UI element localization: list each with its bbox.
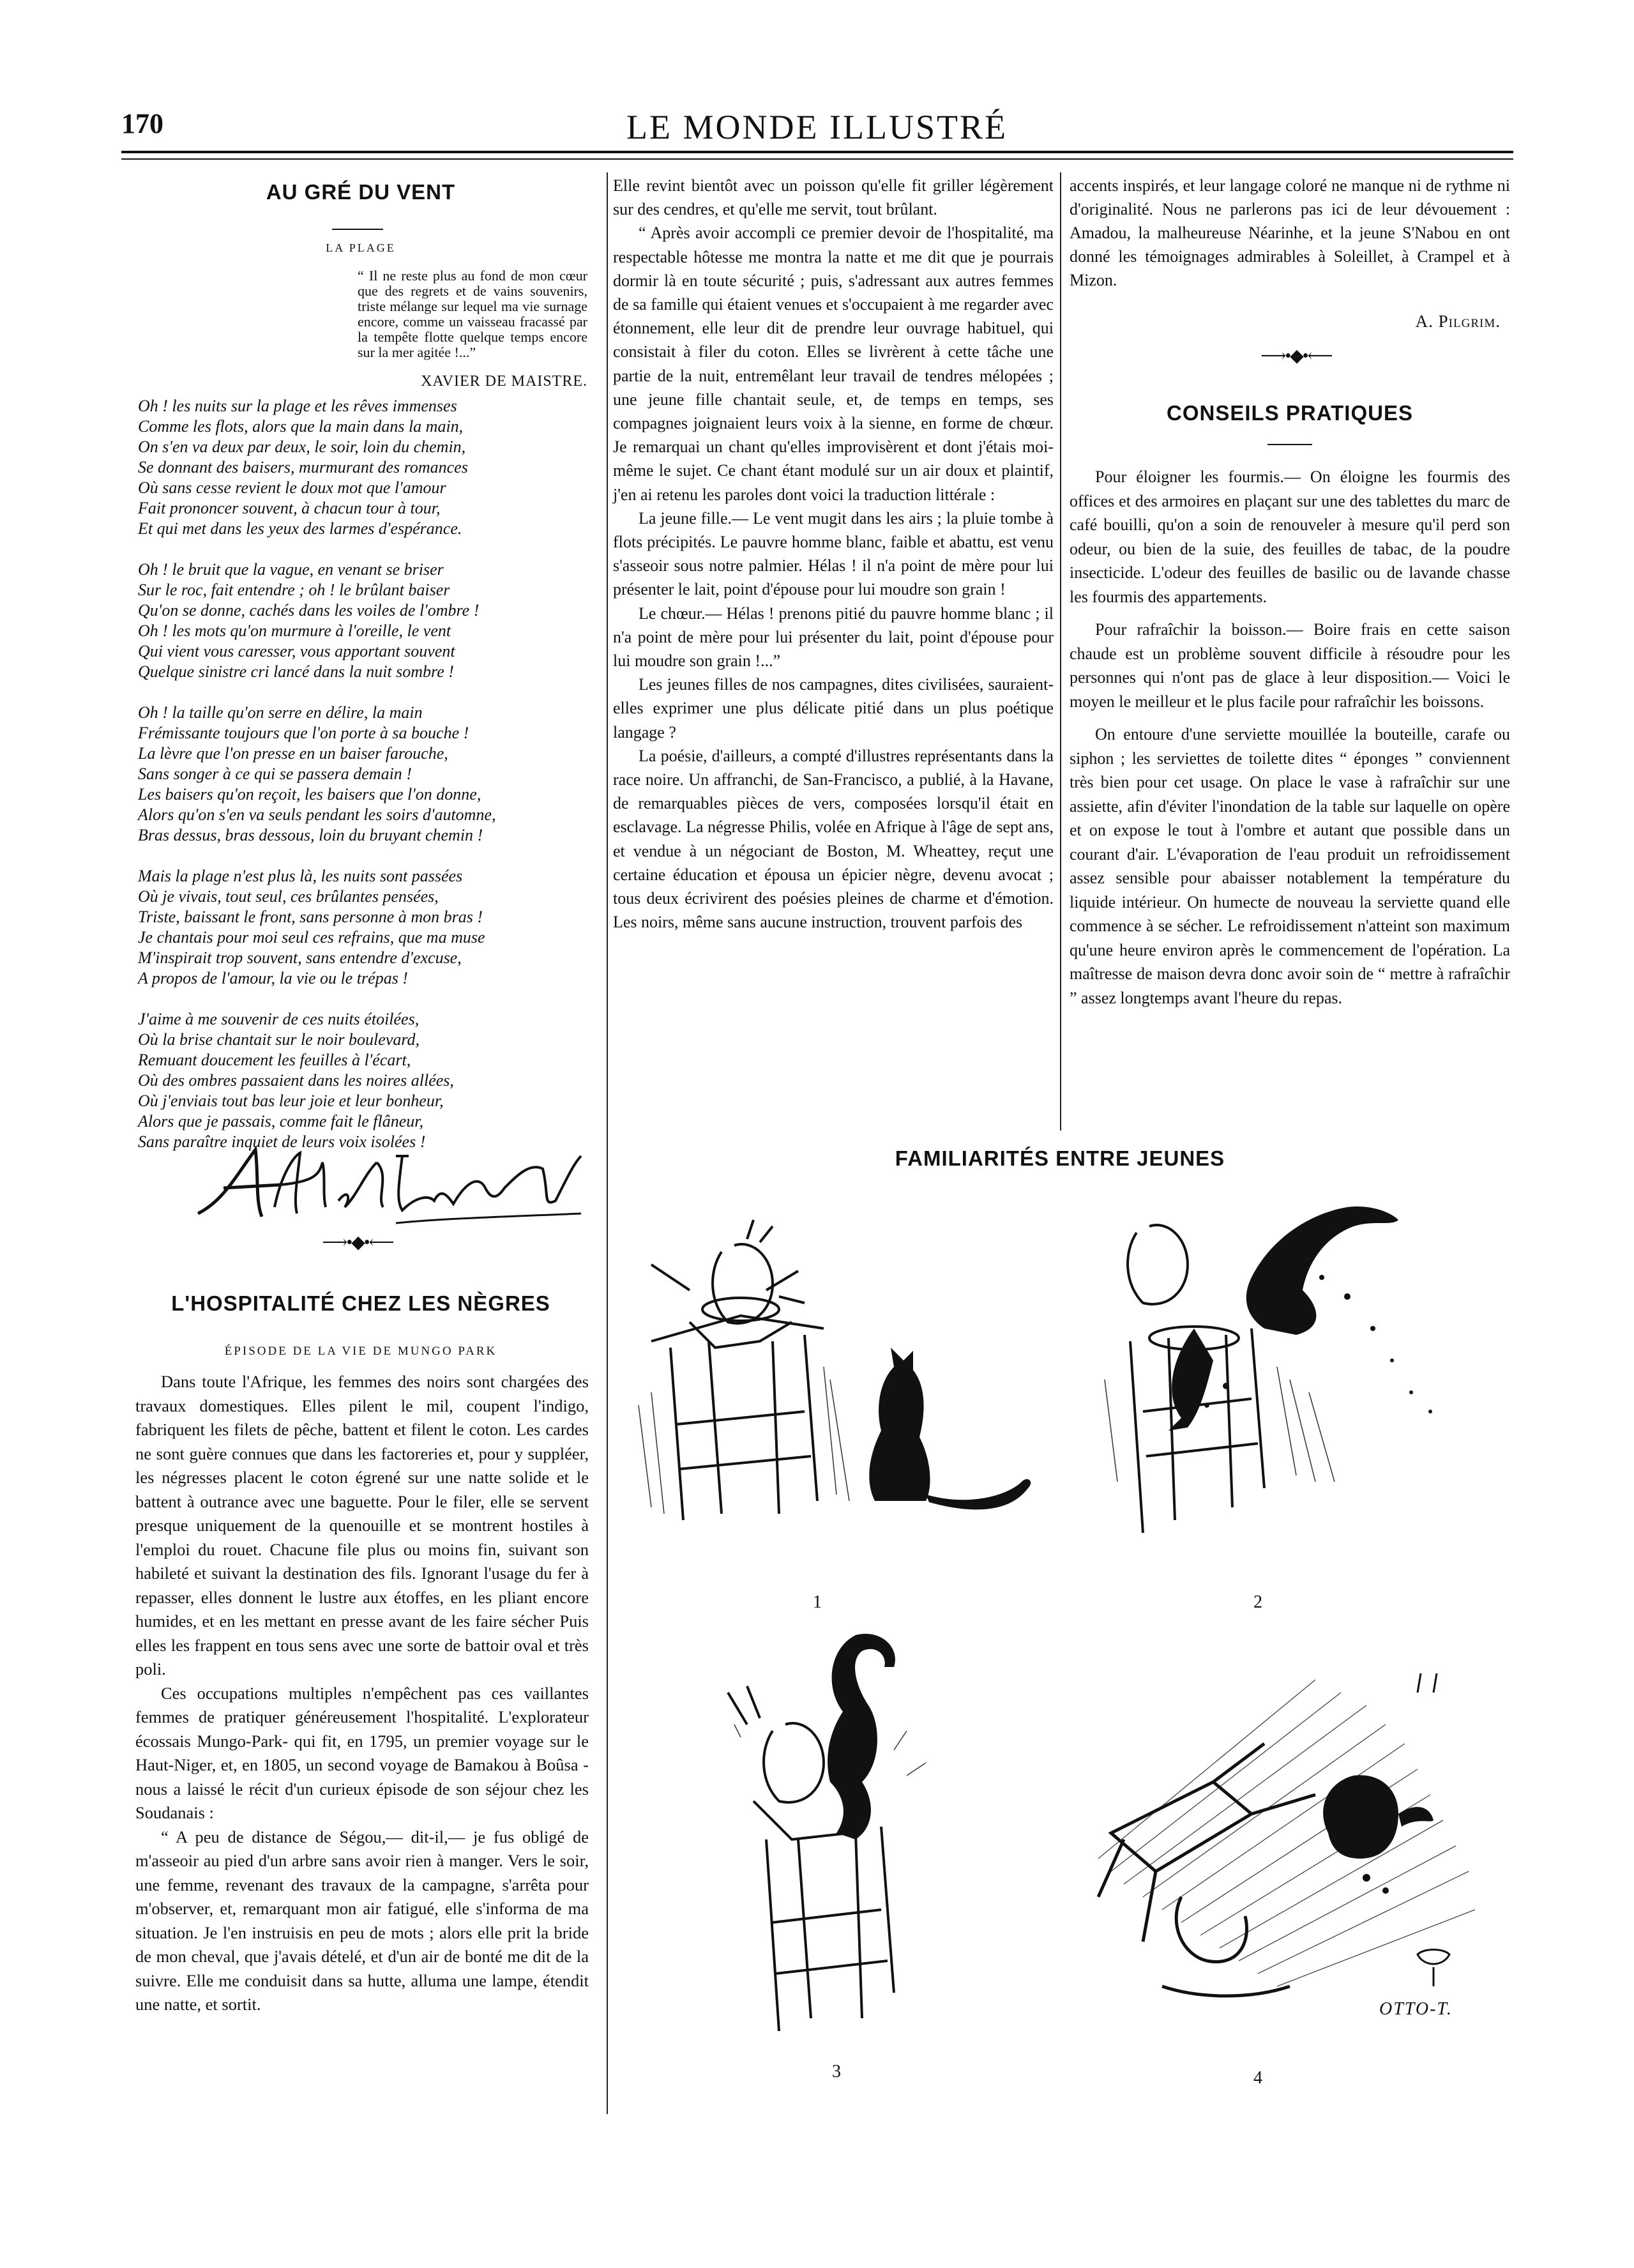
cartoon-panel-2 [1092, 1201, 1507, 1584]
poem-line: Alors que je passais, comme fait le flâneur, [138, 1112, 424, 1130]
column-divider [607, 172, 608, 2114]
poem-line: Où j'enviais tout bas leur joie et leur bonheur, [138, 1092, 444, 1110]
paragraph: Le chœur.— Hélas ! prenons pitié du pauvre homme blanc ; il n'a point de mère pour lui présenter du lait, point d'épouse pour lui moudre son grain !...” [613, 604, 1054, 671]
panel-number: 1 [813, 1592, 822, 1612]
poem-stanza [138, 559, 598, 682]
poem-line: Alors qu'on s'en va seuls pendant les soirs d'automne, [138, 805, 496, 824]
poem-stanza [138, 1009, 598, 1152]
poem-line: Se donnant des baisers, murmurant des romances [138, 458, 468, 476]
poem-line: Oh ! les mots qu'on murmure à l'oreille, le vent [138, 621, 451, 640]
author-signature: A. Pilgrim. [1415, 312, 1501, 331]
cartoon-panel-1 [613, 1214, 1060, 1584]
paragraph: Pour rafraîchir la boisson.— Boire frais en cette saison chaude est un problème souvent difficile à résoudre pour les personnes qui n'ont pas de glace à leur disposition.— Voici le moyen le meilleur et le plus facile pour rafraîchir les boissons. [1070, 620, 1510, 711]
poem-line: Les baisers qu'on reçoit, les baisers que l'on donne, [138, 785, 481, 803]
conseils-body [1070, 465, 1510, 1010]
conseils-title: CONSEILS PRATIQUES [1167, 401, 1413, 425]
poem-line: Comme les flots, alors que la main dans la main, [138, 417, 464, 436]
title-rule [1267, 444, 1312, 445]
poem-line: Bras dessus, bras dessous, loin du bruyant chemin ! [138, 826, 483, 844]
poem-subtitle: LA PLAGE [326, 241, 396, 254]
poem-line: Qu'on se donne, cachés dans les voiles de l'ombre ! [138, 601, 480, 620]
poem-line: Fait prononcer souvent, à chacun tour à tour, [138, 499, 441, 517]
paragraph: Ces occupations multiples n'empêchent pas ces vaillantes femmes de pratiquer généreusement l'hospitalité. L'explorateur écossais Mungo-Park- qui fit, en 1795, un premier voyage sur le Haut-Niger, et, en 1805, un second voyage de Bamakou à Boûsa - nous a laissé le récit d'un curieux épisode de son séjour chez les Soudanais : [135, 1683, 589, 1822]
handwritten-signature [185, 1137, 594, 1233]
paragraph: Pour éloigner les fourmis.— On éloigne les fourmis des offices et des armoires en plaçant sur une des tablettes du marc de café bouilli, qu'on a soin de renouveler à mesure qu'il perd son odeur, ou bien de la suie, des feuilles de tabac, de la poudre insecticide. L'odeur des feuilles de basilic ou de lavande chasse les fourmis des appartements. [1070, 468, 1510, 606]
paragraph: “ A peu de distance de Ségou,— dit-il,— je fus obligé de m'asseoir au pied d'un arbre sans avoir rien à manger. Vers le soir, une femme, revenant des travaux de la campagne, s'arrêta pour m'observer, et, remarquant mon air fatigué, elle s'informa de ma situation. Je l'en instruisis en peu de mots ; alors elle prit la bride de mon cheval, que j'avais dételé, et d'un air de bonté me dit de la suivre. Elle me conduisit dans sa hutte, alluma une lampe, étendit une natte, et sortit. [135, 1827, 589, 2014]
paragraph: Les jeunes filles de nos campagnes, dites civilisées, sauraient-elles exprimer une plus délicate pitié dans un plus poétique langage ? [613, 675, 1054, 742]
title-rule [332, 229, 383, 230]
poem-line: Quelque sinistre cri lancé dans la nuit sombre ! [138, 662, 454, 681]
poem-line: Où sans cesse revient le doux mot que l'amour [138, 478, 446, 497]
masthead: LE MONDE ILLUSTRÉ [626, 108, 1008, 146]
poem-line: Oh ! les nuits sur la plage et les rêves immenses [138, 397, 457, 415]
paragraph: Dans toute l'Afrique, les femmes des noirs sont chargées des travaux domestiques. Elles pilent le mil, coupent l'indigo, fabriquent les filets de pêche, battent et filent le coton. Les cardes ne sont guère connues que dans les factoreries et, pour y suppléer, les négresses placent le coton égrené sur une natte solide et le battent à outrance avec une baguette. Pour le filer, elle se servent presque uniquement de la quenouille et se montrent hostiles à l'emploi du rouet. Chacune file plus ou moins fin, suivant son habileté et suivant la destination des fils. Ignorant l'usage du fer à repasser, elles donnent le lustre aux étoffes, en les pliant encore humides, et en les mettant en presse avant de les faire sécher Puis elles les frappent en tous sens avec une sorte de battoir oval et très poli. [135, 1372, 589, 1678]
page-number: 170 [121, 108, 163, 139]
panel-number: 4 [1253, 2068, 1262, 2088]
cartoon-panel-4 [1086, 1667, 1507, 2050]
poem-stanza [138, 703, 598, 846]
poem-line: Oh ! la taille qu'on serre en délire, la main [138, 703, 423, 722]
poem-line: Sans songer à ce qui se passera demain ! [138, 765, 412, 783]
paragraph: La jeune fille.— Le vent mugit dans les airs ; la pluie tombe à flots précipités. Le pauvre homme blanc, faible et abattu, est venu s'asseoir sous notre palmier. Hélas ! il n'a point de mère pour lui présenter le lait, point d'épouse pour lui moudre son grain ! [613, 508, 1054, 599]
section-ornament: ⟶•◆•⟵ [322, 1233, 393, 1252]
panel-number: 2 [1253, 1592, 1262, 1612]
poem-line: Sur le roc, fait entendre ; oh ! le brûlant baiser [138, 581, 450, 599]
paragraph: On entoure d'une serviette mouillée la bouteille, carafe ou siphon ; les serviettes de toilette dites “ éponges ” conviennent très bien pour cet usage. On place le vase à rafraîchir sur une assiette, afin d'éviter l'inondation de la table sur laquelle on opère et on expose le tout à l'ombre et autant que possible dans un courant d'air. L'évaporation de l'eau produit un refroidissement assez sensible pour abaisser notablement la température du liquide intérieur. On humecte de nouveau la serviette quand elle commence à se sécher. Le refroidissement n'atteint son maximum qu'une heure environ après le commencement de l'opération. La maîtresse de maison devra donc avoir soin de “ mettre à rafraîchir ” assez longtemps avant l'heure du repas. [1070, 725, 1510, 1007]
article-title: L'HOSPITALITÉ CHEZ LES NÈGRES [171, 1291, 550, 1315]
poem-line: Et qui met dans les yeux des larmes d'espérance. [138, 519, 462, 538]
header-rule-thin [121, 158, 1513, 160]
poem-line: Je chantais pour moi seul ces refrains, que ma muse [138, 928, 485, 947]
article-subtitle: ÉPISODE DE LA VIE DE MUNGO PARK [224, 1344, 497, 1358]
poem-line: Où je vivais, tout seul, ces brûlantes pensées, [138, 887, 439, 906]
poem-line: Où la brise chantait sur le noir boulevard, [138, 1030, 420, 1049]
cartoon-title: FAMILIARITÉS ENTRE JEUNES [895, 1146, 1225, 1170]
poem-line: La lèvre que l'on presse en un baiser farouche, [138, 744, 448, 763]
poem-line: Où des ombres passaient dans les noires allées, [138, 1071, 454, 1090]
poem-line: Qui vient vous caresser, vous apportant souvent [138, 642, 455, 660]
poem-line: J'aime à me souvenir de ces nuits étoilées, [138, 1010, 420, 1028]
poem-line: Mais la plage n'est plus là, les nuits sont passées [138, 867, 463, 885]
column-divider [1060, 172, 1061, 1130]
epigraph-author: XAVIER DE MAISTRE. [421, 373, 587, 390]
section-ornament: ⟶•◆•⟵ [1260, 346, 1332, 366]
poem-line: Frémissante toujours que l'on porte à sa bouche ! [138, 724, 469, 742]
paragraph: La poésie, d'ailleurs, a compté d'illustres représentants dans la race noire. Un affranchi, de San-Francisco, a publié, à la Havane, de remarquables pièces de vers, composées lorsqu'il était en esclavage. La négresse Philis, volée en Afrique à l'âge de sept ans, et vendue à un négociant de Boston, M. Wheattey, reçut une certaine éducation et épousa un épicier nègre, devenu avocat ; tous deux écrivirent des poésies pleines de charme et d'émotion. Les noirs, même sans aucune instruction, trouvent parfois des [613, 746, 1054, 932]
poem-line: Remuant doucement les feuilles à l'écart, [138, 1051, 411, 1069]
poem-title: AU GRÉ DU VENT [266, 180, 456, 204]
header-rule [121, 151, 1513, 153]
poem-stanza [138, 396, 598, 539]
artist-signature: OTTO-T. [1379, 1999, 1453, 2019]
poem-line: Triste, baissant le front, sans personne à mon bras ! [138, 908, 483, 926]
poem-line: Sans paraître inquiet de leurs voix isolées ! [138, 1132, 426, 1151]
poem-body [138, 396, 598, 1173]
poem-stanza [138, 866, 598, 989]
cartoon-panel-3 [664, 1622, 1047, 2057]
poem-line: A propos de l'amour, la vie ou le trépas ! [138, 969, 408, 987]
panel-number: 3 [832, 2062, 841, 2082]
article-body [135, 1370, 589, 2017]
article-continuation [613, 174, 1054, 934]
article-conclusion [1070, 174, 1510, 292]
epigraph: “ Il ne reste plus au fond de mon cœur que des regrets et de vains souvenirs, triste mélange sur lequel ma vie surnage encore, comme un vaisseau fracassé par la tempête flotte quelque temps encore sur la mer agitée !...” [358, 268, 587, 360]
poem-line: M'inspirait trop souvent, sans entendre d'excuse, [138, 948, 462, 967]
paragraph: “ Après avoir accompli ce premier devoir de l'hospitalité, ma respectable hôtesse me montra la natte et me dit que je pourrais dormir là en toute sécurité ; puis, s'adressant aux autres femmes de sa famille qui étaient venues et s'occupaient à me regarder avec étonnement, elle leur dit de prendre leur ouvrage habituel, qui consistait à filer du coton. Elles se livrèrent à cette tâche une partie de la nuit, entremêlant leur travail de tendres mélopées ; une jeune fille chantait seule, et, de temps en temps, ses compagnes joignaient leurs voix à la sienne, en forme de chœur. Je remarquai un chant qu'elles improvisèrent et dont j'étais moi-même le sujet. Ce chant étant modulé sur un air doux et plaintif, j'en ai retenu les paroles dont voici la traduction littérale : [613, 224, 1054, 504]
intro-paragraph: accents inspirés, et leur langage coloré ne manque ni de rythme ni d'originalité. Nous ne parlerons pas ici de leur dévouement : Amadou, la malheureuse Néarinhe, et la jeune S'Nabou en ont donné les témoignages admirables à Soleillet, à Crampel et à Mizon. [1070, 176, 1510, 289]
poem-line: On s'en va deux par deux, le soir, loin du chemin, [138, 438, 466, 456]
poem-line: Oh ! le bruit que la vague, en venant se briser [138, 560, 444, 579]
paragraph: Elle revint bientôt avec un poisson qu'elle fit griller légèrement sur des cendres, et qu'elle me servit, tout brûlant. [613, 176, 1054, 219]
